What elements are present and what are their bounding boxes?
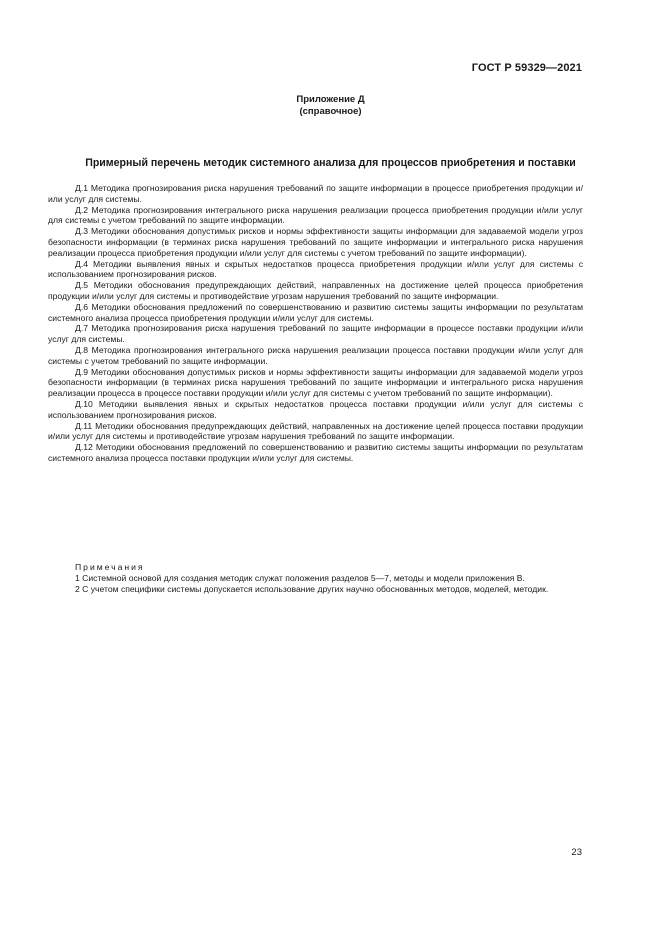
paragraph-d1: Д.1 Методика прогнозирования риска нарушения требований по защите информации в процессе приобретения продукции и/или услуг для системы.: [48, 183, 583, 204]
paragraph-d7: Д.7 Методика прогнозирования риска нарушения требований по защите информации в процессе поставки продукции и/или услуг для системы.: [48, 323, 583, 345]
paragraph-d11: Д.11 Методики обоснования предупреждающих действий, направленных на достижение целей процесса поставки продукции и/или услуг для системы и противодействие угрозам нарушения требований по защите информации.: [48, 420, 583, 442]
document-title: Примерный перечень методик системного анализа для процессов приобретения и поставки: [85, 157, 576, 169]
paragraph-d10: Д.10 Методики выявления явных и скрытых недостатков процесса поставки продукции и/или услуг для системы с использованием прогнозирования рисков.: [48, 398, 583, 420]
paragraph-d4: Д.4 Методики выявления явных и скрытых недостатков процесса приобретения продукции и/или услуг для системы с использованием прогнозирования рисков.: [48, 258, 583, 280]
note-2: 2 С учетом специфики системы допускается использование других научно обоснованных методов, моделей, методик.: [75, 583, 549, 594]
paragraph-d8: Д.8 Методика прогнозирования интегрального риска нарушения реализации процесса поставки продукции и/или услуг для системы с учетом требований по защите информации.: [48, 344, 583, 366]
note-1: 1 Системной основой для создания методик служат положения разделов 5—7, методы и модели приложения В.: [75, 572, 525, 583]
paragraph-d12: Д.12 Методики обоснования предложений по совершенствованию и развитию системы защиты информации по результатам системного анализа процесса поставки продукции и/или услуг для системы.: [48, 442, 583, 463]
paragraph-d5: Д.5 Методики обоснования предупреждающих действий, направленных на достижение целей процесса приобретения продукции и/или услуг для системы и противодействие угрозам нарушения требований по защите информации.: [48, 280, 583, 301]
annex-heading: [0, 94, 661, 118]
standard-code: ГОСТ Р 59329—2021: [471, 62, 582, 74]
annex-subtitle: (справочное): [299, 106, 362, 117]
annex-title: Приложение Д: [296, 94, 365, 105]
paragraph-d6: Д.6 Методики обоснования предложений по совершенствованию и развитию системы защиты информации по результатам системного анализа процесса приобретения продукции и/или услуг для системы.: [48, 301, 583, 323]
notes-section: [48, 562, 583, 594]
notes-heading: Примечания: [75, 562, 145, 572]
document-body: [48, 183, 583, 464]
paragraph-d3: Д.3 Методики обоснования допустимых рисков и нормы эффективности защиты информации для задаваемой модели угроз безопасности информации (в терминах риска нарушения требований по защите информации и интегрального риска нарушения реализации процесса приобретения продукции и/или услуг для системы с учетом требований по защите информации).: [48, 226, 583, 258]
page-number: 23: [571, 847, 582, 858]
paragraph-d9: Д.9 Методики обоснования допустимых рисков и нормы эффективности защиты информации для задаваемой модели угроз безопасности информации (в терминах риска нарушения требований по защите информации и интегрального риска нарушения реализации процесса в процессе поставки продукции и/или услуг для системы с учетом требований по защите информации).: [48, 366, 583, 399]
paragraph-d2: Д.2 Методика прогнозирования интегрального риска нарушения реализации процесса приобретения продукции и/или услуг для системы с учетом требований по защите информации.: [48, 204, 583, 226]
